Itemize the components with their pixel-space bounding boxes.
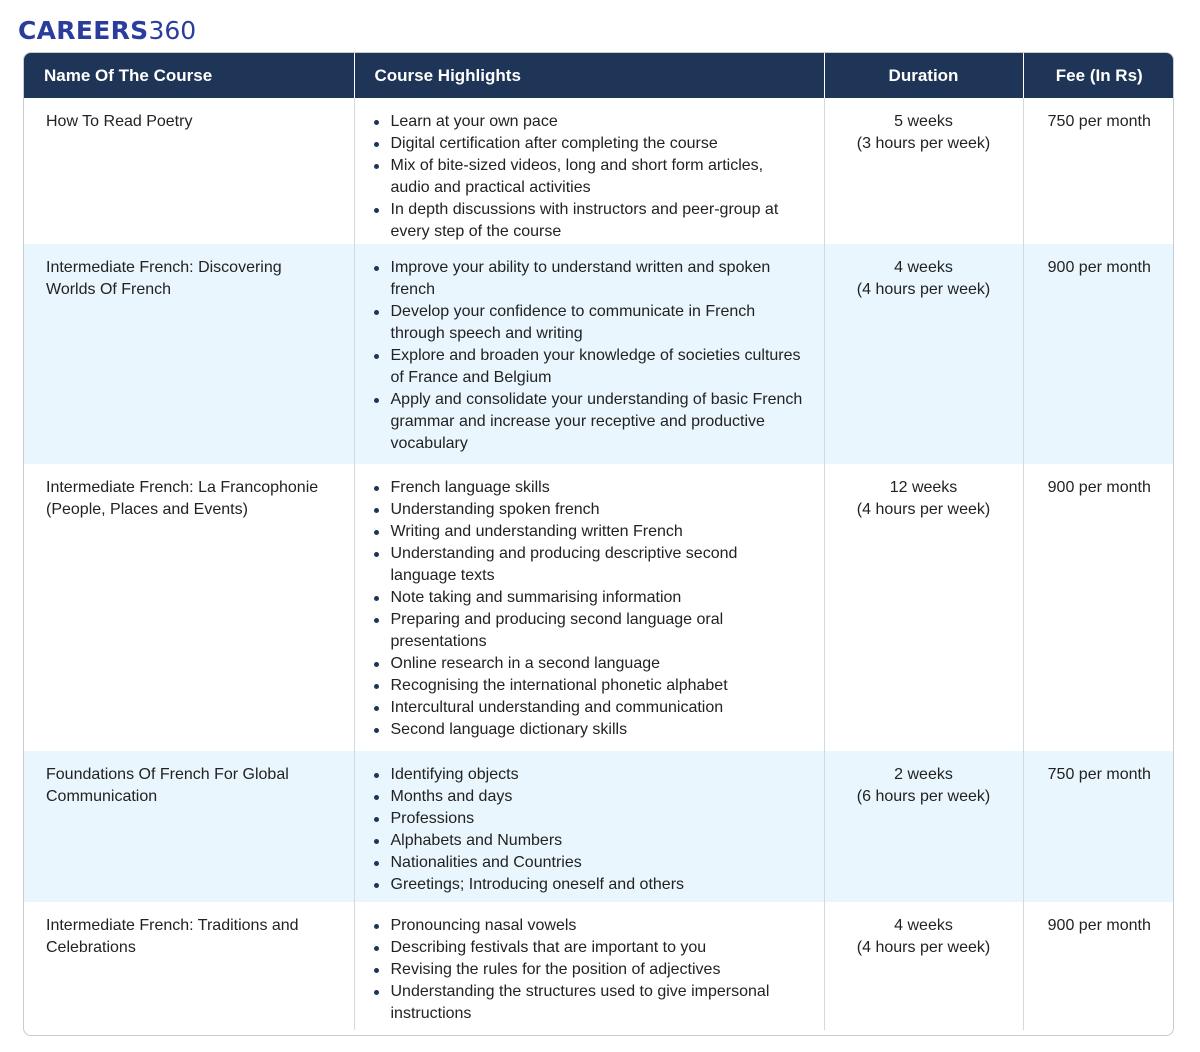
highlight-item: Intercultural understanding and communication — [373, 697, 804, 719]
highlight-item: Apply and consolidate your understanding of basic French grammar and increase your receptive and productive vocabulary — [373, 389, 804, 455]
course-highlights-cell — [354, 751, 824, 902]
course-name-cell: Intermediate French: Discovering Worlds Of French — [24, 244, 354, 464]
duration-cell — [824, 244, 1023, 464]
duration-cell — [824, 464, 1023, 751]
table-row — [24, 751, 1174, 902]
highlight-item: Nationalities and Countries — [373, 852, 804, 874]
course-name-cell: Foundations Of French For Global Communication — [24, 751, 354, 902]
highlights-list — [373, 764, 804, 896]
highlight-item: Develop your confidence to communicate in French through speech and writing — [373, 301, 804, 345]
table-header-row — [24, 53, 1174, 98]
course-highlights-cell — [354, 902, 824, 1030]
duration-cell — [824, 98, 1023, 244]
highlight-item: Identifying objects — [373, 764, 804, 786]
duration-hours: (4 hours per week) — [856, 939, 991, 956]
highlight-item: Revising the rules for the position of adjectives — [373, 959, 804, 981]
header-course-highlights: Course Highlights — [354, 53, 824, 98]
highlight-item: Understanding the structures used to give impersonal instructions — [373, 981, 804, 1025]
careers360-logo[interactable] — [18, 16, 196, 46]
highlight-item: Improve your ability to understand written and spoken french — [373, 257, 804, 301]
duration-weeks: 2 weeks — [894, 766, 953, 783]
highlight-item: Alphabets and Numbers — [373, 830, 804, 852]
fee-cell: 900 per month — [1023, 244, 1174, 464]
fee-cell: 750 per month — [1023, 751, 1174, 902]
duration-cell — [824, 751, 1023, 902]
duration-hours: (6 hours per week) — [856, 788, 991, 805]
duration-cell — [824, 902, 1023, 1030]
highlight-item: Months and days — [373, 786, 804, 808]
course-name-cell: How To Read Poetry — [46, 113, 193, 130]
highlight-item: Describing festivals that are important to you — [373, 937, 804, 959]
logo-brand-text: CAREERS — [18, 16, 149, 45]
fee-cell: 900 per month — [1023, 464, 1174, 751]
duration-hours: (4 hours per week) — [856, 281, 991, 298]
highlight-item: Mix of bite-sized videos, long and short form articles, audio and practical activities — [373, 155, 804, 199]
table-row — [24, 98, 1174, 244]
fee-cell: 900 per month — [1023, 902, 1174, 1030]
highlights-list — [373, 257, 804, 455]
highlights-list — [373, 111, 804, 243]
table-row — [24, 902, 1174, 1030]
duration-hours: (4 hours per week) — [856, 501, 991, 518]
highlight-item: Greetings; Introducing oneself and others — [373, 874, 804, 896]
highlight-item: Explore and broaden your knowledge of societies cultures of France and Belgium — [373, 345, 804, 389]
duration-weeks: 12 weeks — [889, 479, 958, 496]
highlight-item: Recognising the international phonetic alphabet — [373, 675, 804, 697]
course-name-cell: Intermediate French: Traditions and Celebrations — [46, 917, 299, 956]
highlight-item: Professions — [373, 808, 804, 830]
course-highlights-cell — [354, 98, 824, 244]
duration-hours: (3 hours per week) — [856, 135, 991, 152]
course-name-cell: Intermediate French: La Francophonie (People, Places and Events) — [46, 479, 319, 518]
header-fee: Fee (In Rs) — [1023, 53, 1174, 98]
highlight-item: Writing and understanding written French — [373, 521, 804, 543]
logo-number-text: 360 — [148, 16, 197, 45]
highlight-item: Note taking and summarising information — [373, 587, 804, 609]
highlight-item: Pronouncing nasal vowels — [373, 915, 804, 937]
header-duration: Duration — [824, 53, 1023, 98]
duration-weeks: 4 weeks — [894, 917, 953, 934]
highlights-list — [373, 915, 804, 1025]
highlight-item: Second language dictionary skills — [373, 719, 804, 741]
duration-weeks: 4 weeks — [894, 259, 953, 276]
table-row — [24, 244, 1174, 464]
duration-weeks: 5 weeks — [894, 113, 953, 130]
highlights-list — [373, 477, 804, 741]
highlight-item: Online research in a second language — [373, 653, 804, 675]
highlight-item: Understanding and producing descriptive second language texts — [373, 543, 804, 587]
header-course-name: Name Of The Course — [24, 53, 354, 98]
highlight-item: Understanding spoken french — [373, 499, 804, 521]
course-highlights-cell — [354, 244, 824, 464]
fee-cell: 750 per month — [1023, 98, 1174, 244]
courses-table — [23, 52, 1174, 1036]
course-highlights-cell — [354, 464, 824, 751]
highlight-item: French language skills — [373, 477, 804, 499]
highlight-item: Digital certification after completing the course — [373, 133, 804, 155]
highlight-item: In depth discussions with instructors and peer-group at every step of the course — [373, 199, 804, 243]
table-row — [24, 464, 1174, 751]
highlight-item: Preparing and producing second language oral presentations — [373, 609, 804, 653]
highlight-item: Learn at your own pace — [373, 111, 804, 133]
